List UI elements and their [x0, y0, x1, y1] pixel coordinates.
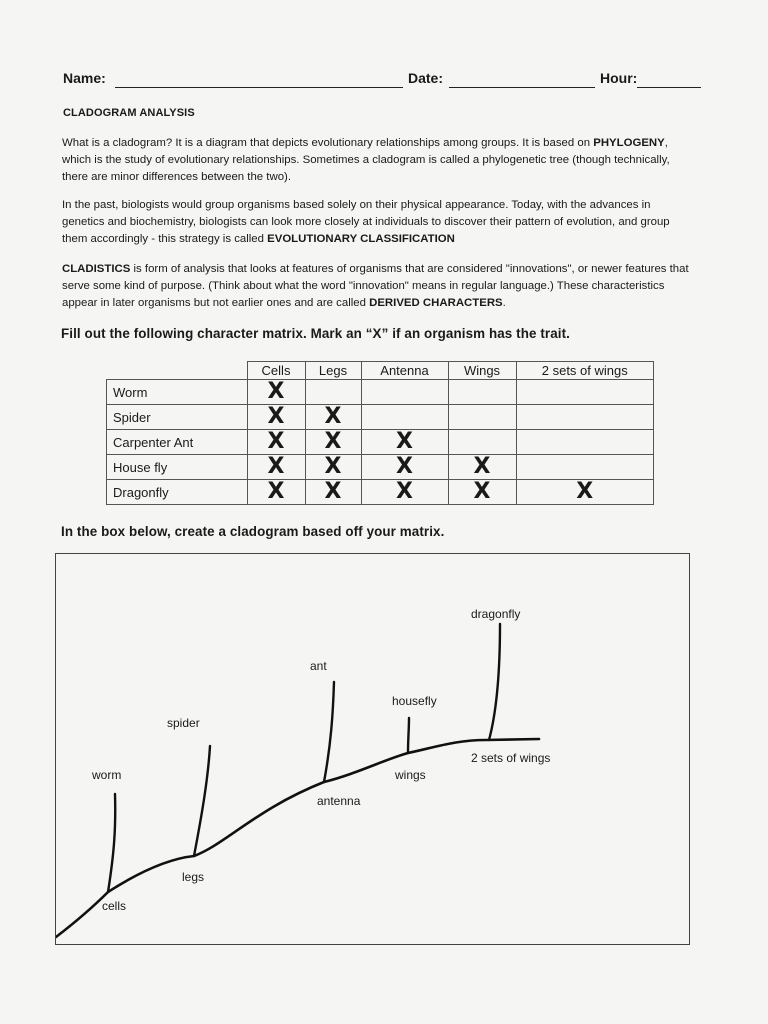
trait-mark[interactable] — [361, 405, 448, 430]
branch-worm — [108, 794, 115, 892]
trait-mark[interactable] — [516, 455, 654, 480]
p2-text-a: In the past, biologists would group organisms based solely on their physical appearance. Today, with the advances in genetics and biochemistry, biologists can look more closely at individuals to discover their pattern of evolution, and group them accordingly - this strategy is called — [62, 199, 670, 245]
trait-label-wings: wings — [395, 768, 426, 782]
trait-mark[interactable] — [516, 405, 654, 430]
trait-mark[interactable] — [305, 380, 361, 405]
organism-name: House fly — [107, 455, 248, 480]
column-header-2-sets-of-wings: 2 sets of wings — [516, 362, 654, 380]
trait-mark[interactable]: X — [247, 430, 305, 455]
p1-bold-phylogeny: PHYLOGENY — [593, 137, 665, 149]
trait-mark[interactable]: X — [448, 455, 516, 480]
cladogram-instruction: In the box below, create a cladogram based off your matrix. — [61, 524, 445, 539]
table-row — [107, 430, 654, 455]
table-row — [107, 455, 654, 480]
trait-mark[interactable]: X — [361, 455, 448, 480]
trait-mark[interactable]: X — [305, 455, 361, 480]
trait-mark[interactable]: X — [305, 430, 361, 455]
trait-mark[interactable]: X — [516, 480, 654, 505]
branch-dragonfly — [489, 624, 500, 740]
date-field[interactable] — [449, 87, 595, 88]
header-row — [63, 70, 703, 94]
trait-label-antenna: antenna — [317, 794, 361, 808]
p3-text-a: is form of analysis that looks at features of organisms that are considered "innovations", or newer features that serve some kind of purpose. (Think about what the word "innovation" means in regular language.) These characteristics appear in later organisms but not earlier ones and are called — [62, 263, 689, 309]
trait-mark[interactable]: X — [247, 405, 305, 430]
table-row — [107, 480, 654, 505]
trait-mark[interactable]: X — [247, 455, 305, 480]
taxon-label-housefly: housefly — [392, 694, 437, 708]
trait-mark[interactable] — [448, 430, 516, 455]
trait-mark[interactable]: X — [305, 480, 361, 505]
taxon-label-spider: spider — [167, 716, 200, 730]
organism-name: Dragonfly — [107, 480, 248, 505]
matrix-instruction: Fill out the following character matrix. Mark an “X” if an organism has the trait. — [61, 326, 570, 341]
matrix-header-row — [107, 362, 654, 380]
trait-mark[interactable]: X — [305, 405, 361, 430]
trait-mark[interactable]: X — [361, 480, 448, 505]
trait-mark[interactable] — [361, 380, 448, 405]
trait-mark[interactable]: X — [247, 480, 305, 505]
column-header-wings: Wings — [448, 362, 516, 380]
branch-ant — [324, 682, 334, 782]
organism-name: Spider — [107, 405, 248, 430]
character-matrix — [106, 361, 654, 505]
paragraph-evolutionary-classification — [62, 197, 692, 248]
cladogram-main-line — [56, 739, 539, 937]
trait-label-2-sets-of-wings: 2 sets of wings — [471, 751, 551, 765]
trait-mark[interactable] — [516, 430, 654, 455]
branch-spider — [194, 746, 210, 856]
column-header-legs: Legs — [305, 362, 361, 380]
trait-mark[interactable] — [448, 380, 516, 405]
trait-mark[interactable] — [448, 405, 516, 430]
trait-label-legs: legs — [182, 870, 205, 884]
organism-name: Carpenter Ant — [107, 430, 248, 455]
taxon-label-dragonfly: dragonfly — [471, 607, 521, 621]
date-label: Date: — [408, 70, 444, 86]
taxon-label-ant: ant — [310, 659, 327, 673]
paragraph-cladogram-definition — [62, 135, 692, 186]
name-label: Name: — [63, 70, 106, 86]
column-header-antenna: Antenna — [361, 362, 448, 380]
trait-mark[interactable]: X — [448, 480, 516, 505]
branch-housefly — [408, 718, 409, 753]
section-title: CLADOGRAM ANALYSIS — [63, 107, 195, 119]
column-header-cells: Cells — [247, 362, 305, 380]
p3-bold-cladistics: CLADISTICS — [62, 263, 131, 275]
p2-bold-evolutionary-classification: EVOLUTIONARY CLASSIFICATION — [267, 233, 455, 245]
p1-text-a: What is a cladogram? It is a diagram that depicts evolutionary relationships among groups. It is based on — [62, 137, 594, 149]
hour-label: Hour: — [600, 70, 638, 86]
cladogram-box[interactable] — [55, 553, 690, 945]
trait-mark[interactable]: X — [247, 380, 305, 405]
paragraph-cladistics — [62, 261, 692, 312]
taxon-label-worm: worm — [92, 768, 122, 782]
matrix-corner — [107, 362, 248, 380]
p3-bold-derived-characters: DERIVED CHARACTERS — [369, 297, 503, 309]
trait-label-cells: cells — [102, 899, 127, 913]
p1-text-b: , which is the study of evolutionary relationships. Sometimes a cladogram is called a phylogenetic tree (though technically, there are minor differences between the two). — [62, 137, 670, 183]
p3-text-b: . — [502, 297, 506, 309]
table-row — [107, 380, 654, 405]
organism-name: Worm — [107, 380, 248, 405]
cladogram-drawing — [56, 554, 689, 944]
name-field[interactable] — [115, 87, 403, 88]
trait-mark[interactable]: X — [361, 430, 448, 455]
table-row — [107, 405, 654, 430]
trait-mark[interactable] — [516, 380, 654, 405]
hour-field[interactable] — [637, 87, 701, 88]
